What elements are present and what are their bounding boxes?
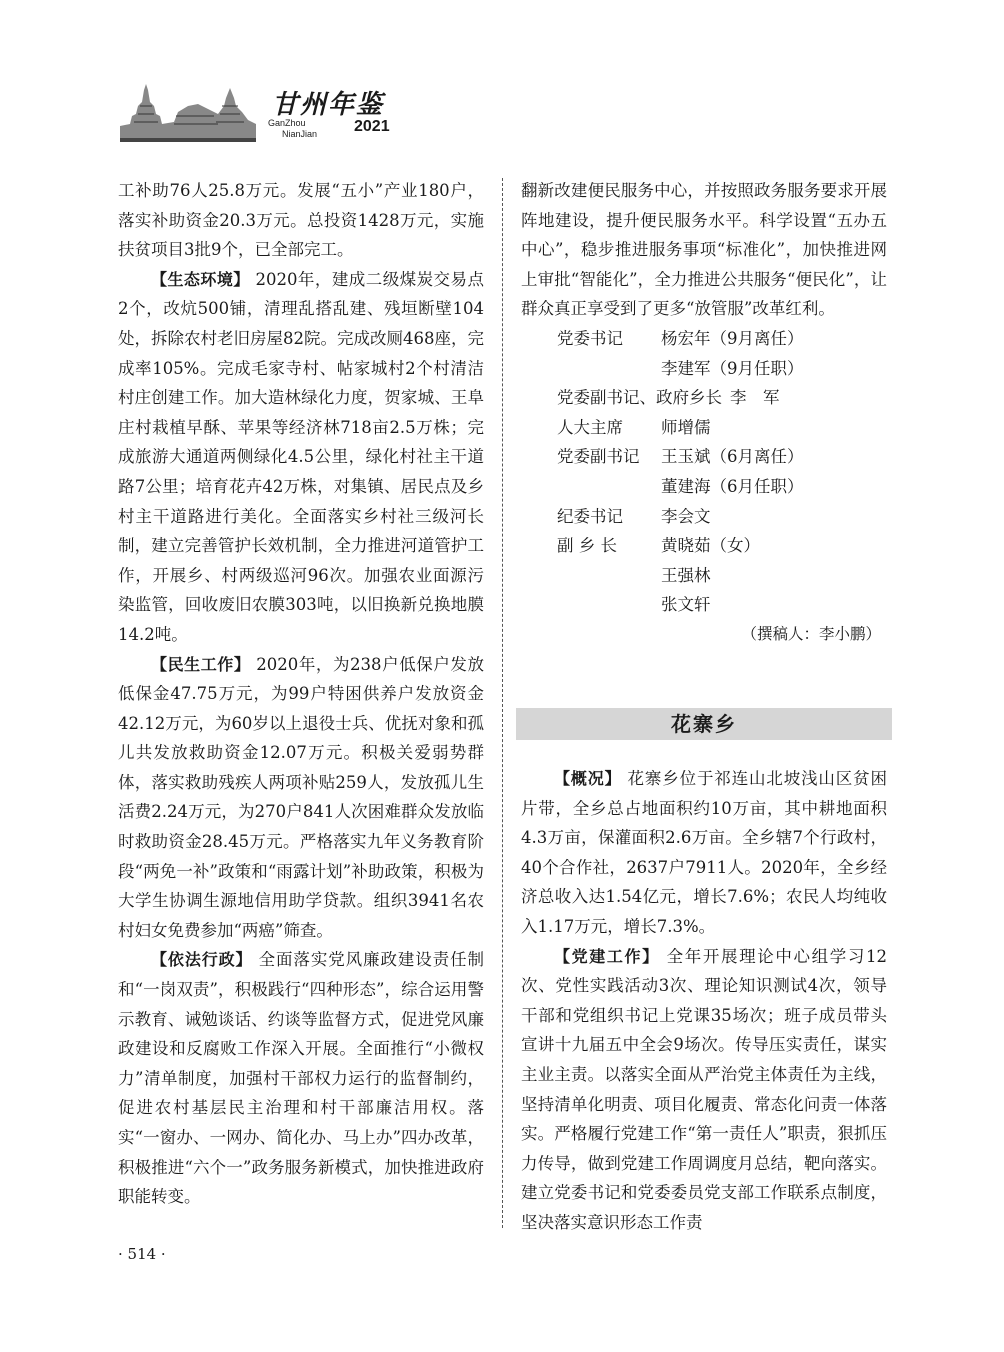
author-credit: （撰稿人：李小鹏） — [741, 624, 881, 643]
staff-row: 张文轩 — [661, 595, 711, 615]
staff-row: 李建军（9月任职） — [661, 358, 804, 378]
skyline-logo-icon — [118, 76, 258, 146]
yearbook-year: 2021 — [354, 118, 390, 135]
staff-row: 党委副书记 王玉斌（6月离任） — [557, 447, 804, 467]
right-column — [521, 176, 887, 650]
paragraph-overview: 【概况】 花寨乡位于祁连山北坡浅山区贫困片带，全乡总占地面积约10万亩，其中耕地面积4.3万亩，保灌面积2.6万亩。全乡辖7个行政村，40个合作社，2637户7911人。2020年，全乡经济总收入达1.54亿元，增长7.6%；农民人均纯收入1.17万元，增长7.3%。 — [521, 769, 887, 936]
staff-row: 党委副书记、政府乡长 李 军 — [557, 388, 780, 408]
page-number: · 514 · — [118, 1245, 166, 1263]
staff-row: 董建海（6月任职） — [661, 476, 804, 496]
staff-row: 副 乡 长 黄晓茹（女） — [557, 536, 760, 556]
paragraph-poverty: 工补助76人25.8万元。发展“五小”产业180户，落实补助资金20.3万元。总投资1428万元，实施扶贫项目3批9个，已全部完工。 — [118, 181, 484, 260]
section-tag: 【民生工作】 — [151, 654, 251, 674]
column-divider — [502, 178, 503, 1228]
paragraph-services: 翻新改建便民服务中心，并按照政务服务要求开展阵地建设，提升便民服务水平。科学设置“五办五中心”，稳步推进服务事项“标准化”，加快推进网上审批“智能化”，全力推进公共服务“便民化”，让群众真正享受到了更多“放管服”改革红利。 — [521, 181, 887, 319]
staff-row: 党委书记 杨宏年（9月离任） — [557, 328, 804, 348]
paragraph-administration: 【依法行政】 全面落实党风廉政建设责任制和“一岗双责”，积极践行“四种形态”，综合运用警示教育、诫勉谈话、约谈等监督方式，促进党风廉政建设和反腐败工作深入开展。全面推行“小微权力”清单制度，加强村干部权力运行的监督制约，促进农村基层民主治理和村干部廉洁用权。落实“一窗办、一网办、简化办、马上办”四办改革，积极推进“六个一”政务服务新模式，加快推进政府职能转变。 — [118, 950, 484, 1207]
yearbook-title-pinyin: GanZhou NianJian — [268, 118, 318, 139]
paragraph-ecology: 【生态环境】 2020年，建成二级煤炭交易点2个，改炕500铺，清理乱搭乱建、残垣断壁104处，拆除农村老旧房屋82院。完成改厕468座，完成率105%。完成毛家寺村、帖家城村2个村清洁村庄创建工作。加大造林绿化力度，贺家城、王阜庄村栽植早酥、苹果等经济林718亩2.5万株；完成旅游大通道两侧绿化4.5公里，绿化村社主干道路7公里；培育花卉42万株，对集镇、居民点及乡村主干道路进行美化。全面落实乡村社三级河长制，建立完善管护长效机制，全力推进河道管护工作，开展乡、村两级巡河96次。加强农业面源污染监管，回收废旧农膜303吨，以旧换新兑换地膜14.2吨。 — [118, 269, 484, 644]
staff-row: 纪委书记 李会文 — [557, 506, 711, 526]
section-tag: 【生态环境】 — [151, 269, 250, 289]
staff-row: 王强林 — [661, 565, 711, 585]
yearbook-title: 甘州年鉴 — [272, 90, 385, 120]
section-tag: 【概况】 — [554, 769, 622, 788]
paragraph-party-building: 【党建工作】 全年开展理论中心组学习12次、党性实践活动3次、理论知识测试4次，领导干部和党组织书记上党课35场次；班子成员带头宣讲十九届五中全会9场次。传导压实责任，谋实主业主责。以落实全面从严治党主体责任为主线，坚持清单化明责、项目化履责、常态化问责一体落实。严格履行党建工作“第一责任人”职责，狠抓压力传导，做到党建工作周调度月总结，靶向落实。建立党委书记和党委委员党支部工作联系点制度，坚决落实意识形态工作责 — [521, 946, 887, 1232]
section-tag: 【党建工作】 — [554, 946, 660, 966]
section-tag: 【依法行政】 — [151, 950, 253, 970]
staff-list — [521, 324, 887, 620]
staff-row: 人大主席 师增儒 — [557, 417, 711, 437]
paragraph-livelihood: 【民生工作】 2020年，为238户低保户发放低保金47.75万元，为99户特困供养户发放资金42.12万元，为60岁以上退役士兵、优抚对象和孤儿共发放救助资金12.07万元。积极关爱弱势群体，落实救助残疾人两项补贴259人，发放孤儿生活费2.24万元，为270户841人次困难群众发放临时救助资金28.45万元。严格落实九年义务教育阶段“两免一补”政策和“雨露计划”补助政策，积极为大学生协调生源地信用助学贷款。组织3941名农村妇女免费参加“两癌”筛查。 — [118, 654, 484, 940]
section-heading-huazhai: 花寨乡 — [516, 708, 892, 740]
running-header — [118, 76, 418, 146]
left-column — [118, 176, 484, 1212]
right-column-lower — [521, 764, 887, 1238]
